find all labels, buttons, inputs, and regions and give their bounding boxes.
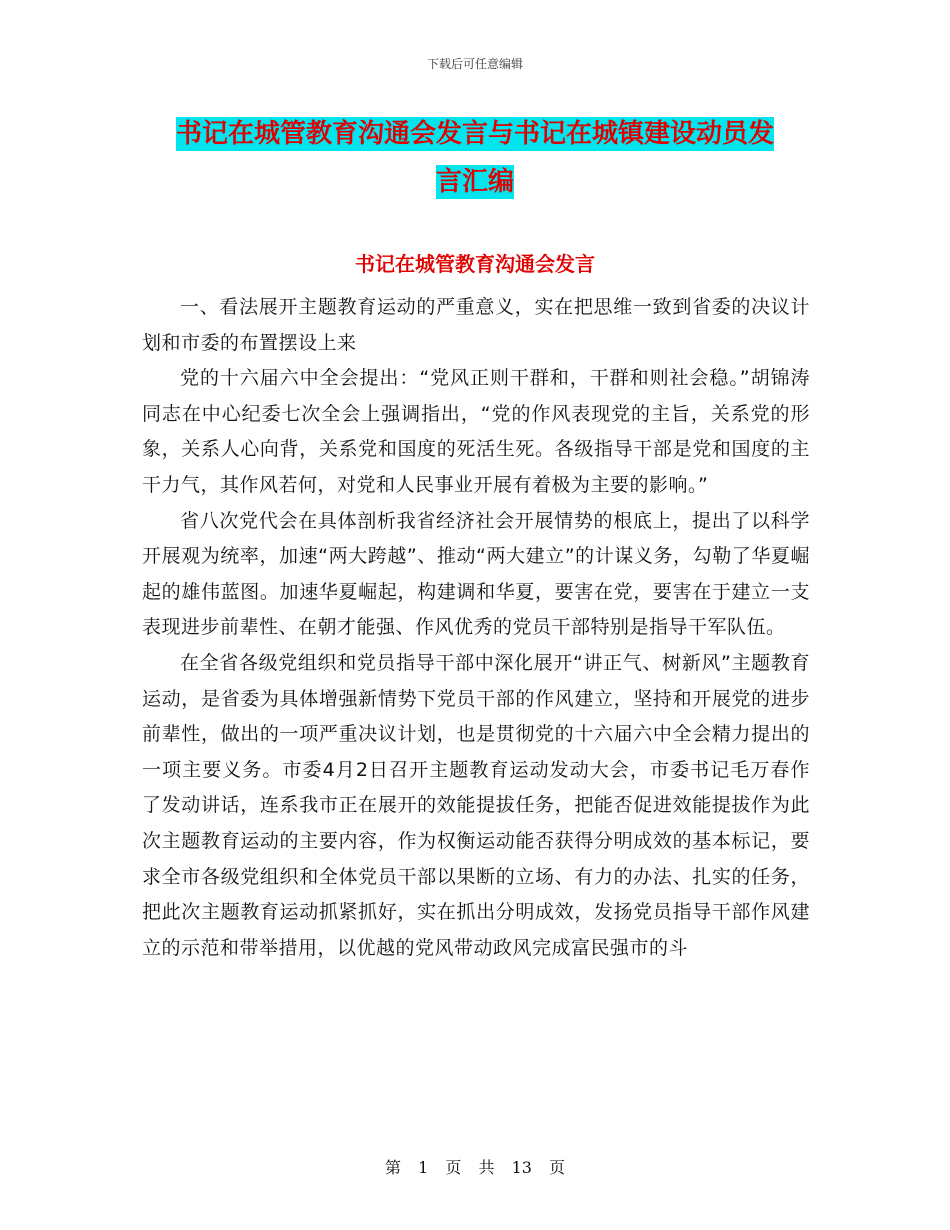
title-line-2: 言汇编	[435, 167, 514, 197]
footer-prefix: 第	[384, 1158, 401, 1177]
paragraph: 一、看法展开主题教育运动的严重意义，实在把思维一致到省委的决议计划和市委的布置摆设上来	[142, 296, 810, 354]
paragraph: 党的十六届六中全会提出：“党风正则干群和，干群和则社会稳。”胡锦涛同志在中心纪委七次全会上强调指出，“党的作风表现党的主旨，关系党的形象，关系人心向背，关系党和国度的死活生死。各级指导干部是党和国度的主干力气，其作风若何，对党和人民事业开展有着极为主要的影响。”	[142, 367, 810, 496]
header-note: 下载后可任意编辑	[426, 57, 523, 71]
document-title	[140, 110, 810, 206]
body-text	[142, 290, 810, 966]
paragraph: 在全省各级党组织和党员指导干部中深化展开“讲正气、树新风”主题教育运动，是省委为具体增强新情势下党员干部的作风建立，坚持和开展党的进步前辈性，做出的一项严重决议计划，也是贯彻党的十六届六中全会精力提出的一项主要义务。市委4月2日召开主题教育运动发动大会，市委书记毛万春作了发动讲话，连系我市正在展开的效能提拔任务，把能否促进效能提拔作为此次主题教育运动的主要内容，作为权衡运动能否获得分明成效的基本标记，要求全市各级党组织和全体党员干部以果断的立场、有力的办法、扎实的任务，把此次主题教育运动抓紧抓好，实在抓出分明成效，发扬党员指导干部作风建立的示范和带举措用，以优越的党风带动政风完成富民强市的斗	[142, 651, 810, 959]
footer-total-prefix: 共	[478, 1158, 495, 1177]
current-page-number: 1	[418, 1158, 429, 1177]
footer-suffix: 页	[549, 1158, 566, 1177]
total-page-count: 13	[511, 1158, 532, 1177]
title-line-1: 书记在城管教育沟通会发言与书记在城镇建设动员发	[175, 119, 774, 149]
paragraph: 省八次党代会在具体剖析我省经济社会开展情势的根底上，提出了以科学开展观为统率，加速“两大跨越”、推动“两大建立”的计谋义务，勾勒了华夏崛起的雄伟蓝图。加速华夏崛起，构建调和华夏，要害在党，要害在于建立一支表现进步前辈性、在朝才能强、作风优秀的党员干部特别是指导干军队伍。	[142, 509, 810, 639]
page-footer	[0, 1155, 950, 1178]
footer-middle: 页	[445, 1158, 462, 1177]
section-heading: 书记在城管教育沟通会发言	[355, 252, 595, 276]
